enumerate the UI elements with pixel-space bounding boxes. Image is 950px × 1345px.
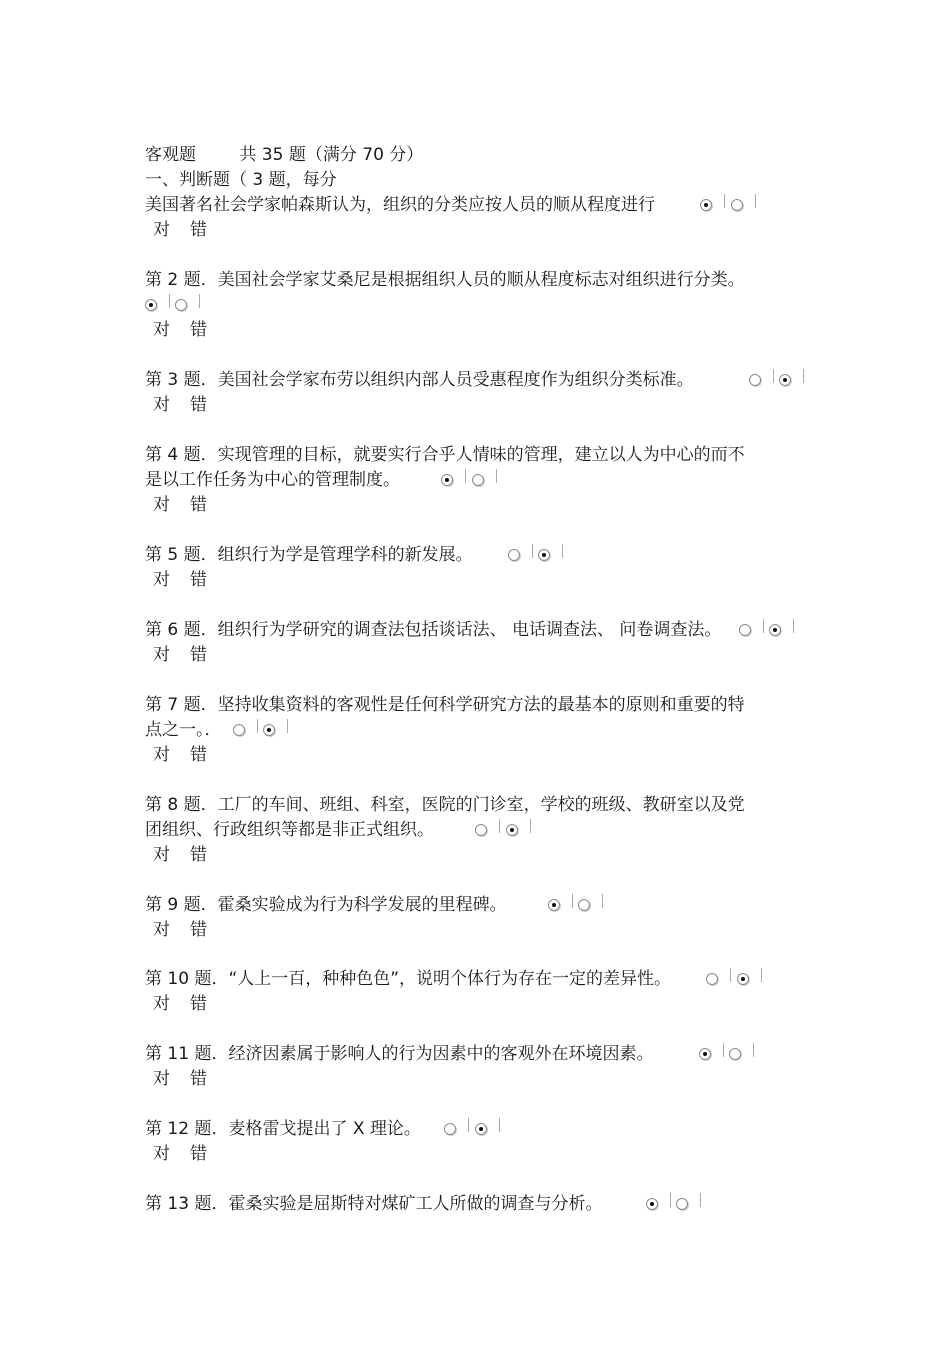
- answer-radios: [444, 1118, 499, 1140]
- question-text-line2: 点之一。．: [145, 720, 222, 740]
- question-text: 第 13 题．霍桑实验是屈斯特对煤矿工人所做的调查与分析。: [145, 1194, 603, 1214]
- false-label: 错: [190, 220, 207, 240]
- answer-radios: [508, 544, 563, 566]
- option-labels: [153, 569, 227, 591]
- option-labels: [153, 219, 227, 241]
- true-label: 对: [153, 745, 170, 765]
- false-label: 错: [190, 1069, 207, 1089]
- question-3: [145, 369, 804, 391]
- radio-true[interactable]: [475, 824, 487, 836]
- radio-true[interactable]: [646, 1198, 658, 1210]
- option-labels: [153, 993, 227, 1015]
- question-11: [145, 1043, 754, 1065]
- false-label: 错: [190, 1144, 207, 1164]
- answer-radios: [706, 968, 761, 990]
- question-8-line2: [145, 819, 531, 841]
- option-labels: [153, 644, 227, 666]
- false-label: 错: [190, 570, 207, 590]
- option-labels: [153, 744, 227, 766]
- radio-true[interactable]: [749, 374, 761, 386]
- part-heading: 一、判断题（ 3 题，每分: [145, 170, 337, 190]
- radio-true[interactable]: [233, 724, 245, 736]
- question-13: [145, 1193, 701, 1215]
- true-label: 对: [153, 1069, 170, 1089]
- answer-radios: [441, 469, 496, 491]
- true-label: 对: [153, 1144, 170, 1164]
- question-8: [145, 794, 745, 816]
- radio-false[interactable]: [737, 973, 749, 985]
- total-info: 共 35 题（满分 70 分）: [239, 145, 424, 165]
- radio-true[interactable]: [706, 973, 718, 985]
- question-text: 第 6 题．组织行为学研究的调查法包括谈话法、 电话调查法、 问卷调查法。: [145, 620, 722, 640]
- radio-false[interactable]: [263, 724, 275, 736]
- answer-radios: [699, 1043, 754, 1065]
- radio-false[interactable]: [175, 299, 187, 311]
- answer-radios: [548, 894, 603, 916]
- question-7-line2: [145, 719, 288, 741]
- question-10: [145, 968, 762, 990]
- radio-false[interactable]: [676, 1198, 688, 1210]
- question-4-line2: [145, 469, 497, 491]
- option-labels: [153, 1068, 227, 1090]
- question-text-line2: 团组织、行政组织等都是非正式组织。: [145, 820, 434, 840]
- question-5: [145, 544, 563, 566]
- question-text: 第 9 题．霍桑实验成为行为科学发展的里程碑。: [145, 895, 507, 915]
- radio-true[interactable]: [739, 624, 751, 636]
- true-label: 对: [153, 994, 170, 1014]
- radio-false[interactable]: [538, 549, 550, 561]
- option-labels: [153, 844, 227, 866]
- question-text: 第 5 题．组织行为学是管理学科的新发展。: [145, 545, 473, 565]
- question-4: [145, 444, 745, 466]
- radio-true[interactable]: [441, 474, 453, 486]
- question-text-line1: 第 8 题．工厂的车间、班组、科室，医院的门诊室，学校的班级、教研室以及党: [145, 795, 745, 815]
- false-label: 错: [190, 845, 207, 865]
- section-label: 客观题: [145, 145, 196, 165]
- question-text-line2: 是以工作任务为中心的管理制度。: [145, 470, 400, 490]
- question-text: 第 10 题．“人上一百，种种色色”，说明个体行为存在一定的差异性。: [145, 969, 672, 989]
- true-label: 对: [153, 220, 170, 240]
- false-label: 错: [190, 495, 207, 515]
- question-text: 美国著名社会学家帕森斯认为，组织的分类应按人员的顺从程度进行: [145, 195, 655, 215]
- radio-true[interactable]: [145, 299, 157, 311]
- question-text: 第 3 题．美国社会学家布劳以组织内部人员受惠程度作为组织分类标准。: [145, 370, 694, 390]
- radio-false[interactable]: [769, 624, 781, 636]
- question-text: 第 2 题．美国社会学家艾桑尼是根据组织人员的顺从程度标志对组织进行分类。: [145, 270, 745, 290]
- answer-radios: [646, 1193, 701, 1215]
- false-label: 错: [190, 994, 207, 1014]
- true-label: 对: [153, 570, 170, 590]
- question-7: [145, 694, 745, 716]
- answer-radios: [749, 369, 804, 391]
- true-label: 对: [153, 495, 170, 515]
- radio-false[interactable]: [475, 1123, 487, 1135]
- answer-radios: [739, 619, 794, 641]
- answer-radios: [475, 819, 530, 841]
- option-labels: [153, 319, 227, 341]
- option-labels: [153, 1143, 227, 1165]
- question-text: 第 11 题．经济因素属于影响人的行为因素中的客观外在环境因素。: [145, 1044, 654, 1064]
- answer-radios: [145, 294, 200, 316]
- radio-false[interactable]: [779, 374, 791, 386]
- option-labels: [153, 394, 227, 416]
- option-labels: [153, 494, 227, 516]
- question-2: [145, 269, 745, 291]
- false-label: 错: [190, 645, 207, 665]
- question-6: [145, 619, 794, 641]
- false-label: 错: [190, 320, 207, 340]
- true-label: 对: [153, 645, 170, 665]
- question-9: [145, 894, 603, 916]
- true-label: 对: [153, 920, 170, 940]
- radio-true[interactable]: [508, 549, 520, 561]
- question-12: [145, 1118, 500, 1140]
- radio-true[interactable]: [699, 1048, 711, 1060]
- answer-radios: [233, 719, 288, 741]
- radio-true[interactable]: [548, 899, 560, 911]
- header-section-label: [145, 144, 423, 166]
- false-label: 错: [190, 745, 207, 765]
- true-label: 对: [153, 320, 170, 340]
- option-labels: [153, 919, 227, 941]
- false-label: 错: [190, 920, 207, 940]
- answer-radios: [700, 194, 755, 216]
- radio-true[interactable]: [444, 1123, 456, 1135]
- radio-false[interactable]: [578, 899, 590, 911]
- radio-false[interactable]: [472, 474, 484, 486]
- radio-true[interactable]: [700, 199, 712, 211]
- false-label: 错: [190, 395, 207, 415]
- question-text-line1: 第 4 题．实现管理的目标，就要实行合乎人情味的管理，建立以人为中心的而不: [145, 445, 745, 465]
- question-1: [145, 194, 756, 216]
- true-label: 对: [153, 395, 170, 415]
- true-label: 对: [153, 845, 170, 865]
- question-text: 第 12 题．麦格雷戈提出了 X 理论。: [145, 1119, 421, 1139]
- radio-false[interactable]: [731, 199, 743, 211]
- radio-false[interactable]: [506, 824, 518, 836]
- radio-false[interactable]: [729, 1048, 741, 1060]
- question-text-line1: 第 7 题．坚持收集资料的客观性是任何科学研究方法的最基本的原则和重要的特: [145, 695, 745, 715]
